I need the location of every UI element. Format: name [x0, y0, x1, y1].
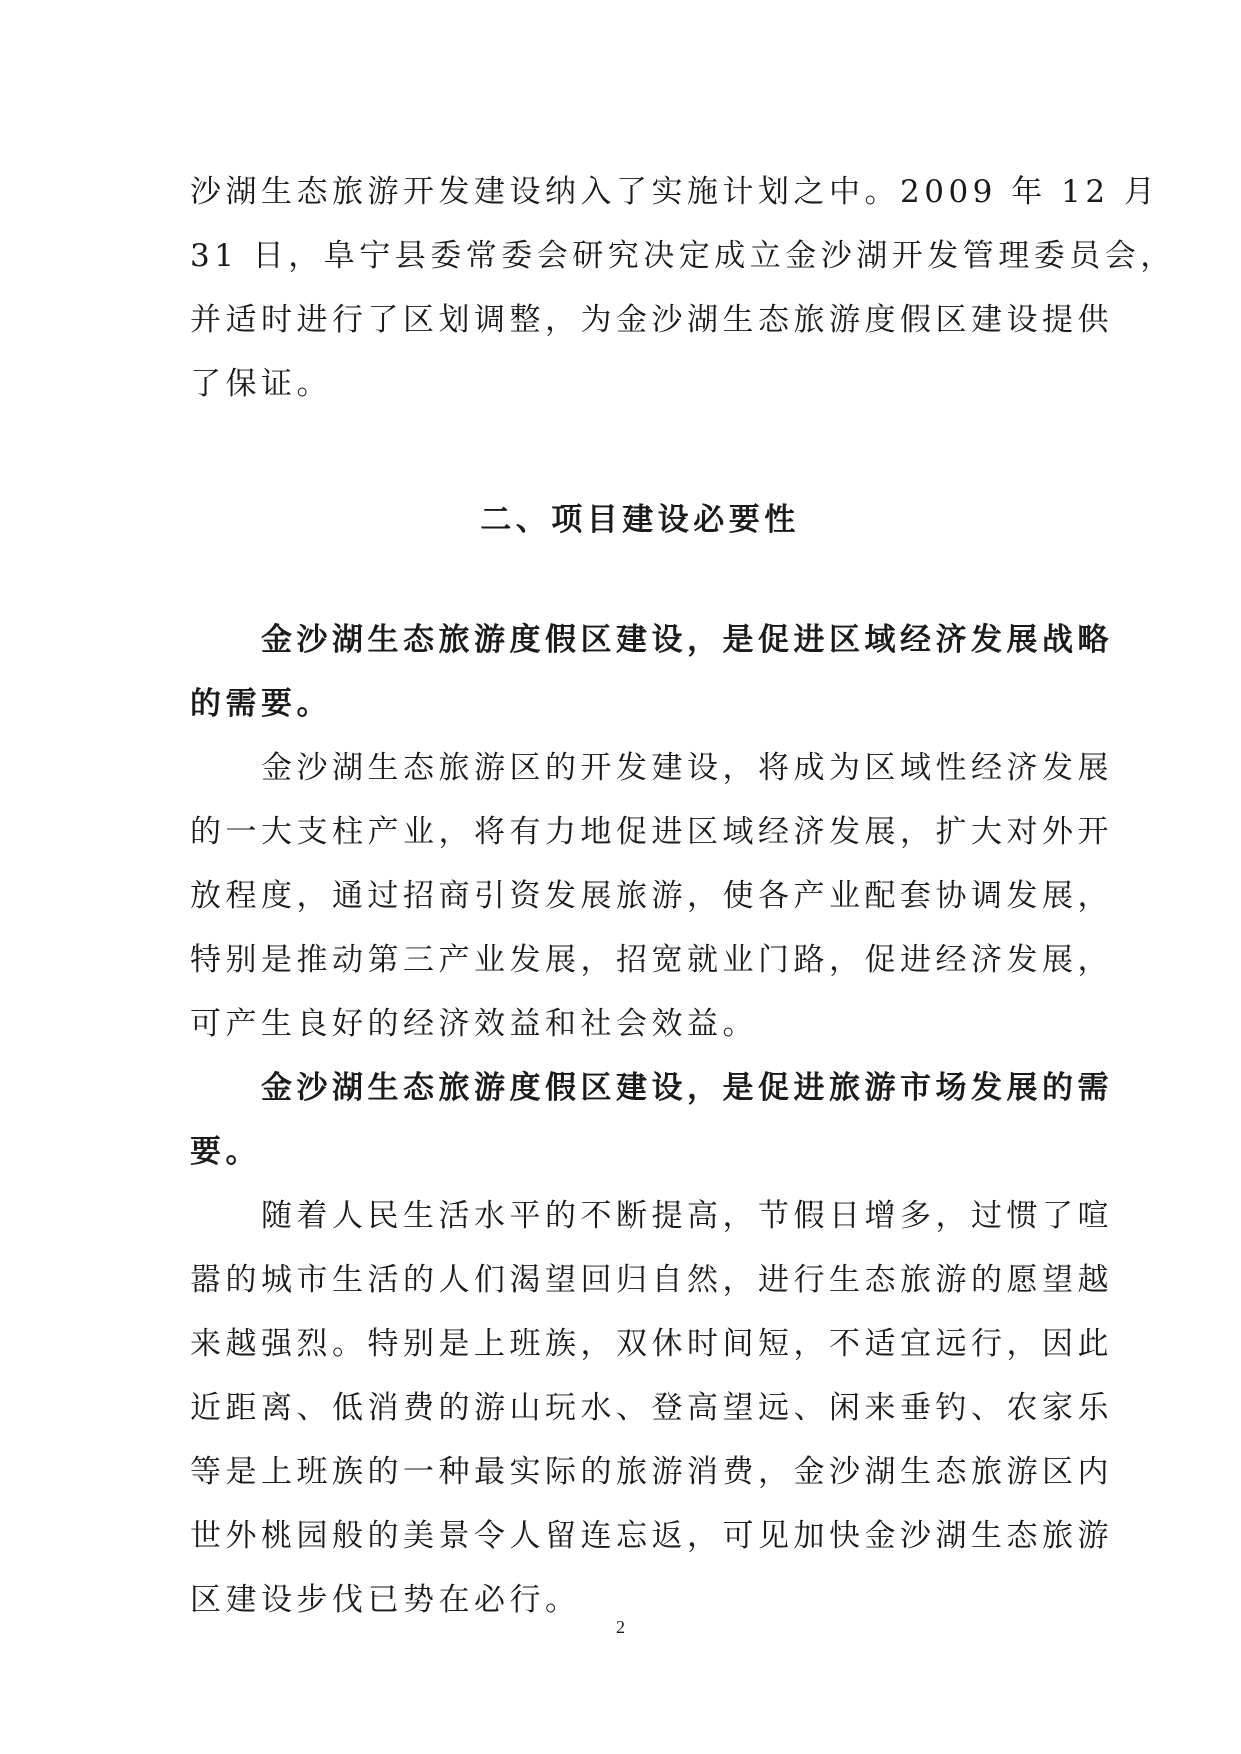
point-title-line: 金沙湖生态旅游度假区建设，是促进区域经济发展战略: [190, 622, 1113, 658]
text-line: 并适时进行了区划调整，为金沙湖生态旅游度假区建设提供: [190, 302, 1113, 338]
page-number: 2: [616, 1617, 625, 1637]
text-line: 近距离、低消费的游山玩水、登高望远、闲来垂钓、农家乐: [190, 1390, 1113, 1426]
text-line: 世外桃园般的美景令人留连忘返，可见加快金沙湖生态旅游: [190, 1518, 1113, 1554]
page-content: [190, 160, 1176, 1632]
text-line: 来越强烈。特别是上班族，双休时间短，不适宜远行，因此: [190, 1326, 1113, 1362]
text-line: 31 日，阜宁县委常委会研究决定成立金沙湖开发管理委员会，: [190, 238, 1176, 274]
point-2: [190, 1056, 1113, 1632]
text-line: 金沙湖生态旅游区的开发建设，将成为区域性经济发展: [190, 750, 1113, 786]
text-line: 的一大支柱产业，将有力地促进区域经济发展，扩大对外开: [190, 814, 1113, 850]
text-line: 特别是推动第三产业发展，招宽就业门路，促进经济发展，: [190, 942, 1113, 978]
text-line: 放程度，通过招商引资发展旅游，使各产业配套协调发展，: [190, 878, 1113, 914]
point-title-line: 的需要。: [190, 686, 332, 722]
intro-paragraph: [190, 160, 1176, 416]
point-1: [190, 608, 1113, 1056]
text-line: 区建设步伐已势在必行。: [190, 1582, 581, 1618]
text-line: 等是上班族的一种最实际的旅游消费，金沙湖生态旅游区内: [190, 1454, 1113, 1490]
text-line: 了保证。: [190, 366, 332, 402]
section-heading: 二、项目建设必要性: [480, 502, 800, 538]
text-line: 嚣的城市生活的人们渴望回归自然，进行生态旅游的愿望越: [190, 1262, 1113, 1298]
text-line: 可产生良好的经济效益和社会效益。: [190, 1006, 758, 1042]
point-title-line: 金沙湖生态旅游度假区建设，是促进旅游市场发展的需: [190, 1070, 1113, 1106]
text-line: 随着人民生活水平的不断提高，节假日增多，过惯了喧: [190, 1198, 1113, 1234]
point-title-line: 要。: [190, 1134, 261, 1170]
text-line: 沙湖生态旅游开发建设纳入了实施计划之中。2009 年 12 月: [190, 174, 1160, 210]
